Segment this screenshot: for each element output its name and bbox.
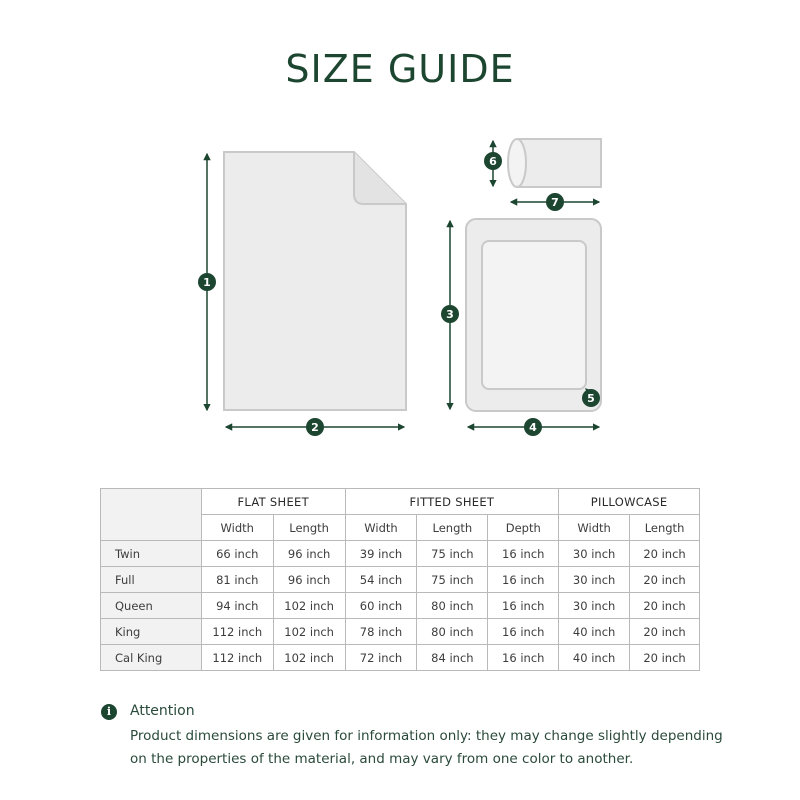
table-cell: 96 inch — [273, 567, 345, 593]
table-cell: 20 inch — [630, 619, 700, 645]
table-cell: 20 inch — [630, 593, 700, 619]
flat-sheet-illustration — [224, 152, 406, 410]
page-title: SIZE GUIDE — [285, 47, 515, 91]
table-cell: 84 inch — [417, 645, 488, 671]
table-cell: 81 inch — [201, 567, 273, 593]
table-cell: 80 inch — [417, 619, 488, 645]
badge-5 — [582, 389, 600, 407]
row-label: Twin — [101, 541, 202, 567]
group-header-row — [101, 489, 700, 515]
table-cell: 54 inch — [345, 567, 417, 593]
table-cell: 112 inch — [201, 645, 273, 671]
attention-text: Product dimensions are given for information only: they may change slightly depending on the properties of the material, and may vary from one color to another. — [130, 728, 723, 767]
table-cell: 102 inch — [273, 593, 345, 619]
attention-title: Attention — [130, 703, 195, 719]
table-cell: 16 inch — [488, 593, 559, 619]
table-cell: 60 inch — [345, 593, 417, 619]
pillowcase-illustration — [508, 139, 601, 187]
table-cell: 78 inch — [345, 619, 417, 645]
table-cell: 96 inch — [273, 541, 345, 567]
table-row — [101, 645, 700, 671]
svg-text:4: 4 — [529, 421, 537, 434]
table-cell: 20 inch — [630, 567, 700, 593]
badge-3 — [441, 305, 459, 323]
svg-text:5: 5 — [587, 392, 595, 405]
row-label: King — [101, 619, 202, 645]
table-cell: 94 inch — [201, 593, 273, 619]
table-cell: 30 inch — [559, 567, 630, 593]
table-cell: 20 inch — [630, 645, 700, 671]
table-cell: 40 inch — [559, 619, 630, 645]
svg-text:3: 3 — [446, 308, 454, 321]
table-cell: 66 inch — [201, 541, 273, 567]
table-cell: 40 inch — [559, 645, 630, 671]
svg-text:2: 2 — [311, 421, 319, 434]
table-cell: 72 inch — [345, 645, 417, 671]
group-fitted-sheet: FITTED SHEET — [345, 489, 559, 515]
subheader-cell: Width — [201, 515, 273, 541]
table-cell: 16 inch — [488, 567, 559, 593]
table-row — [101, 541, 700, 567]
group-pillowcase: PILLOWCASE — [559, 489, 700, 515]
subheader-cell: Length — [273, 515, 345, 541]
subheader-cell: Length — [417, 515, 488, 541]
subheader-cell: Depth — [488, 515, 559, 541]
fitted-sheet-illustration — [466, 219, 601, 411]
subheader-cell: Length — [630, 515, 700, 541]
row-label: Full — [101, 567, 202, 593]
svg-text:6: 6 — [489, 155, 497, 168]
table-cell: 30 inch — [559, 541, 630, 567]
row-label: Queen — [101, 593, 202, 619]
badge-7 — [546, 193, 564, 211]
svg-text:7: 7 — [551, 196, 559, 209]
table-cell: 102 inch — [273, 645, 345, 671]
table-cell: 102 inch — [273, 619, 345, 645]
table-cell: 16 inch — [488, 541, 559, 567]
subheader-cell: Width — [559, 515, 630, 541]
table-cell: 30 inch — [559, 593, 630, 619]
table-cell: 16 inch — [488, 619, 559, 645]
badge-1 — [198, 273, 216, 291]
table-cell: 80 inch — [417, 593, 488, 619]
table-row — [101, 593, 700, 619]
size-table — [100, 488, 700, 671]
table-row — [101, 567, 700, 593]
table-cell: 16 inch — [488, 645, 559, 671]
info-icon: i — [101, 704, 117, 720]
subheader-cell: Width — [345, 515, 417, 541]
table-cell: 39 inch — [345, 541, 417, 567]
badge-2 — [306, 418, 324, 436]
table-row — [101, 619, 700, 645]
group-flat-sheet: FLAT SHEET — [201, 489, 345, 515]
table-corner-cell — [101, 489, 202, 541]
table-cell: 112 inch — [201, 619, 273, 645]
table-cell: 20 inch — [630, 541, 700, 567]
table-cell: 75 inch — [417, 541, 488, 567]
row-label: Cal King — [101, 645, 202, 671]
table-cell: 75 inch — [417, 567, 488, 593]
svg-text:1: 1 — [203, 276, 211, 289]
badge-6 — [484, 152, 502, 170]
badge-4 — [524, 418, 542, 436]
